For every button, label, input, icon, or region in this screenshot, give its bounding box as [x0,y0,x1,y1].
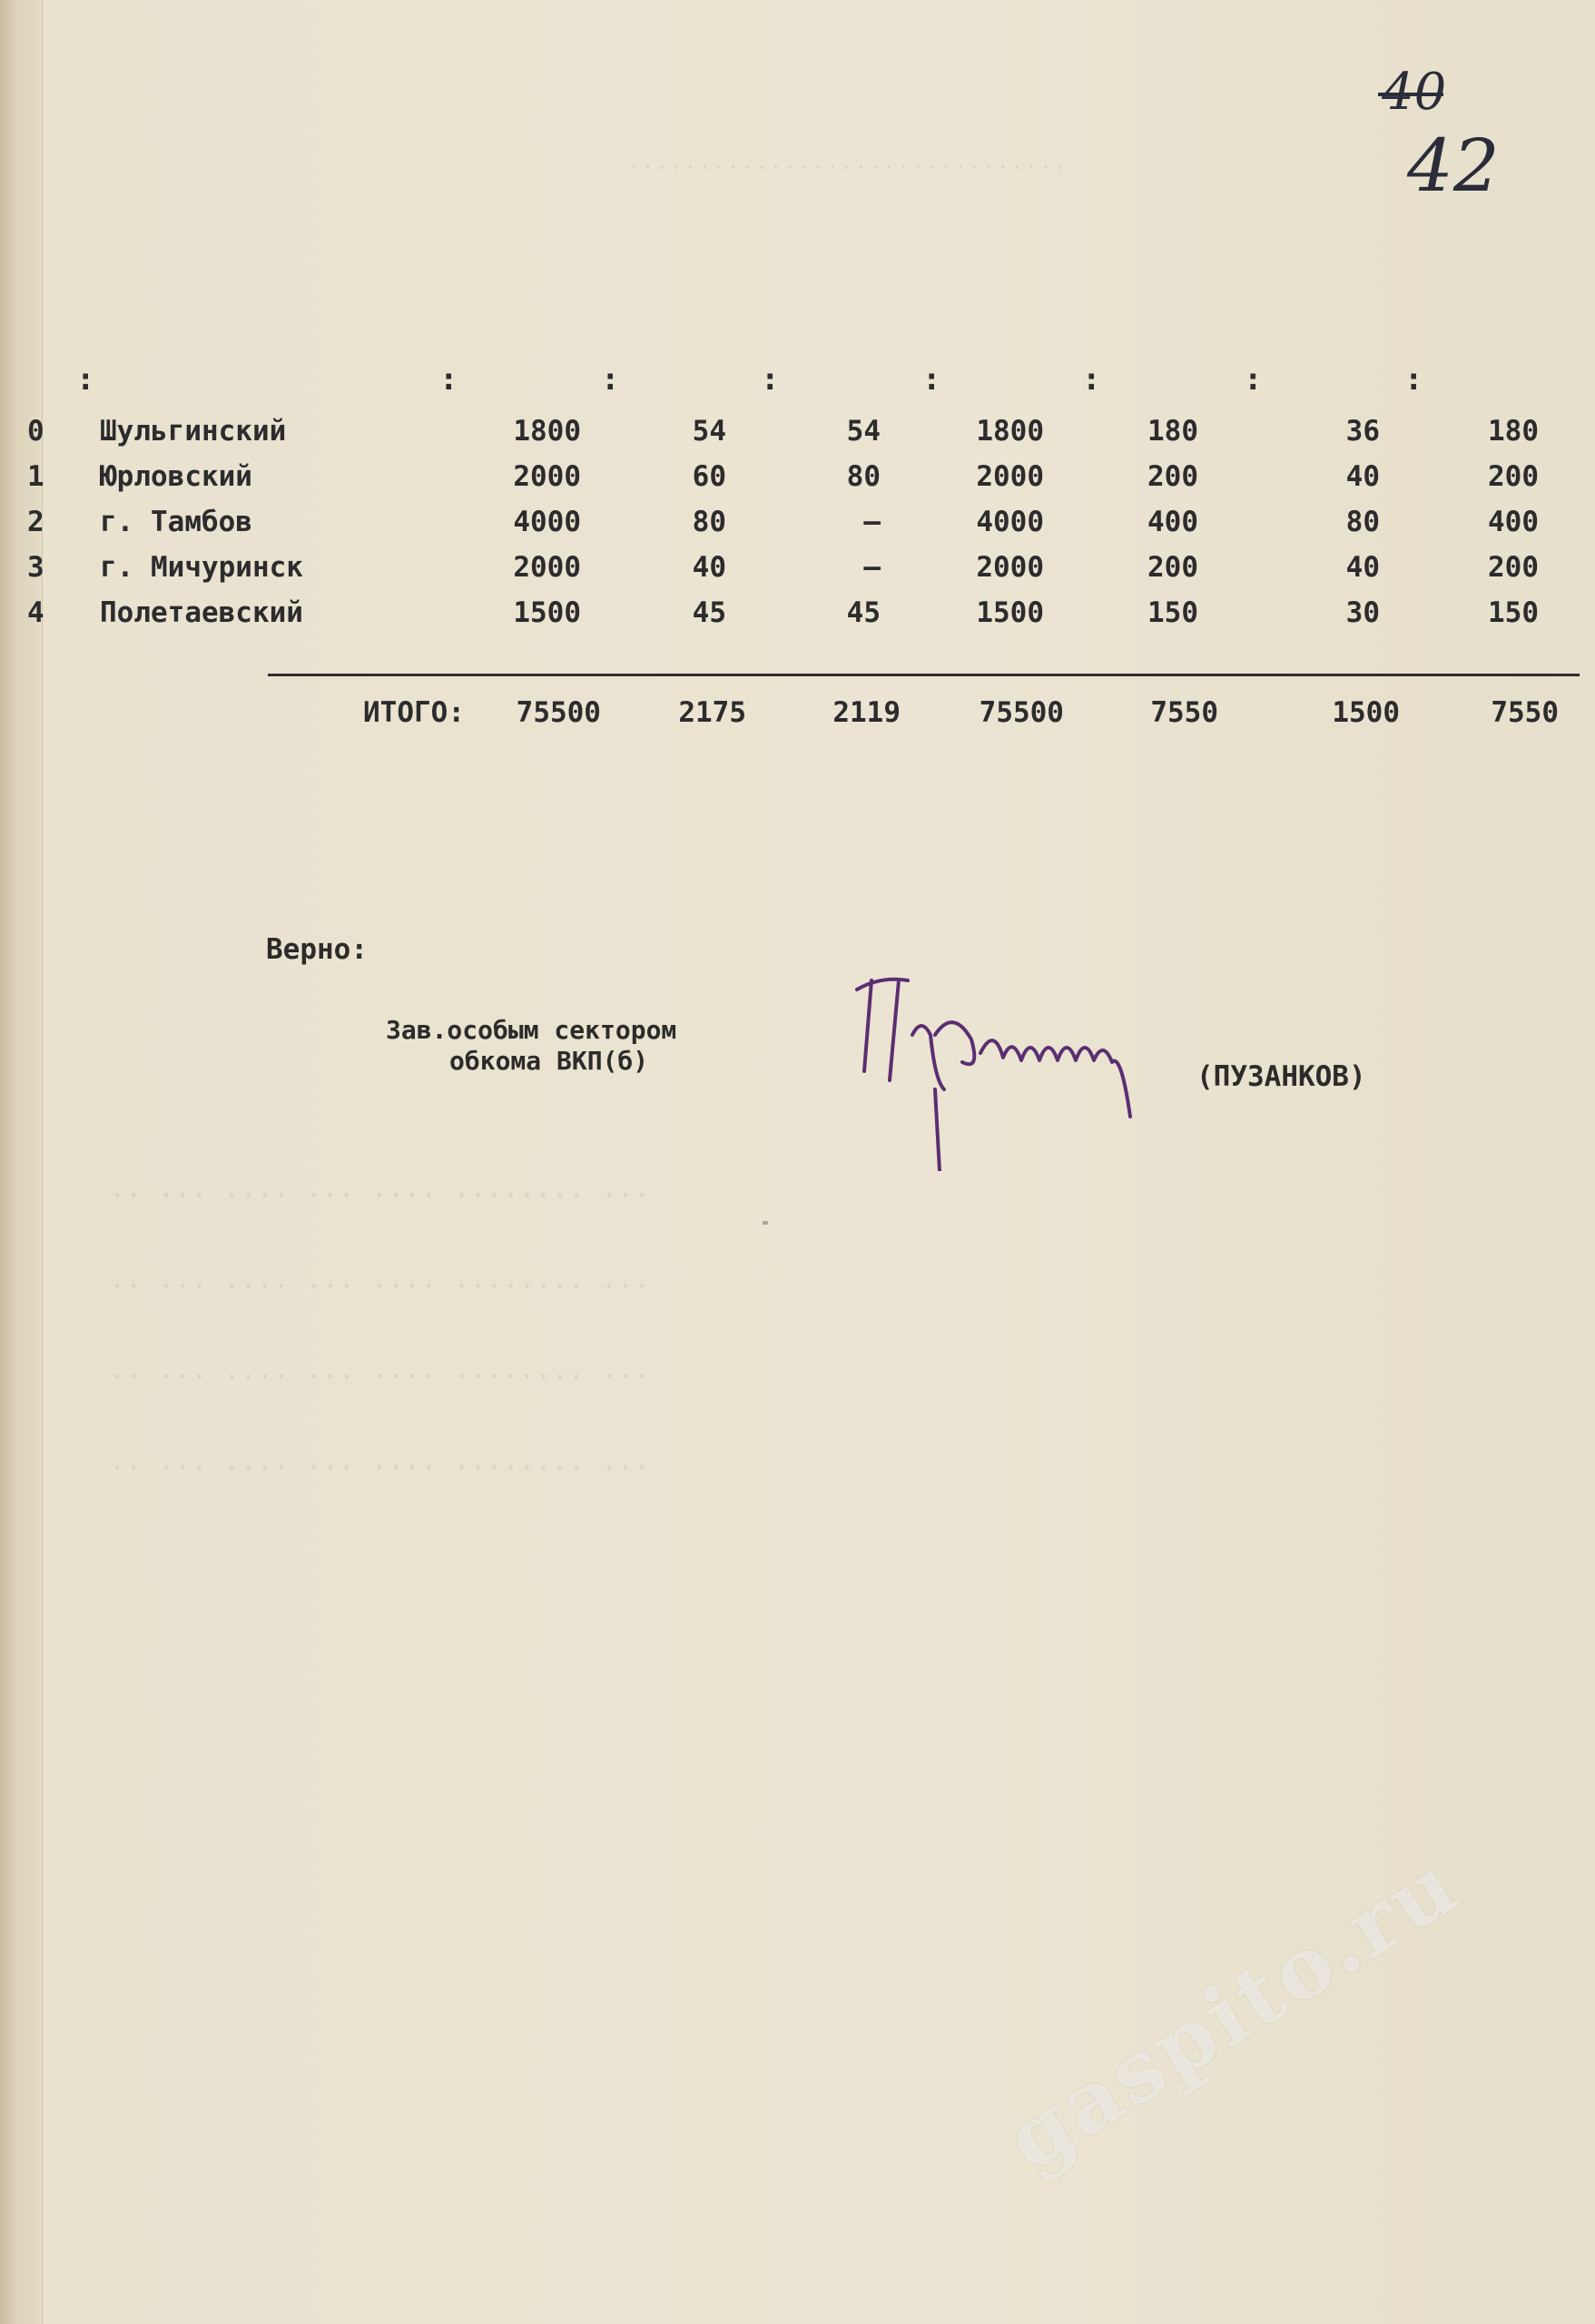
column-separator: : [439,361,458,398]
value-cell: 2000 [976,551,1044,584]
value-cell: 54 [846,415,881,448]
value-cell: 40 [1345,551,1380,584]
value-cell: 200 [1147,551,1198,584]
column-separator: : [76,361,95,398]
value-cell: 36 [1345,415,1380,448]
total-cell: 75500 [979,696,1064,729]
totals-label: ИТОГО: [363,696,465,729]
struck-page-number: 40 [1382,63,1447,122]
total-cell: 7550 [1491,696,1559,729]
bleed-through-text: ··· ········ ···· ··· ···· ··· ·· [109,1180,651,1212]
column-separators [0,361,1595,398]
value-cell: 400 [1147,506,1198,538]
value-cell: 180 [1147,415,1198,448]
table-row [27,545,1539,590]
value-cell: 200 [1147,460,1198,493]
certification-label: Верно: [266,933,368,966]
value-cell: 200 [1488,460,1539,493]
value-cell: 4000 [513,506,581,538]
bleed-through-text: ··· ········ ···· ··· ···· ··· ·· [109,1271,651,1303]
bleed-through-text: ··· ········ ···· ··· ···· ··· ·· [109,1362,651,1393]
total-cell: 2175 [678,696,746,729]
value-cell: 1500 [513,596,581,629]
column-separator: : [922,361,941,398]
district-name: Шульгинский [100,415,287,448]
handwritten-signature [844,953,1189,1171]
column-separator: : [761,361,780,398]
table-row [27,499,1539,545]
archive-watermark: gaspito.ru [989,1834,1477,2190]
value-cell: 60 [692,460,726,493]
value-cell: 1800 [976,415,1044,448]
row-index: 3 [27,551,44,584]
value-cell: 2000 [513,551,581,584]
table-row [27,590,1539,635]
district-name: Юрловский [100,460,252,493]
row-index: 2 [27,506,44,538]
table-row [27,409,1539,454]
total-cell: 1500 [1332,696,1400,729]
totals-divider [268,674,1580,676]
column-separator: : [1404,361,1423,398]
value-cell: 30 [1345,596,1380,629]
value-cell: 150 [1488,596,1539,629]
total-cell: 7550 [1150,696,1218,729]
value-cell: 1500 [976,596,1044,629]
bleed-through-text: ··· ········ ···· ··· ···· ··· ·· [109,1452,651,1484]
district-name: г. Тамбов [100,506,252,538]
district-name: Полетаевский [100,596,303,629]
value-cell: 45 [692,596,726,629]
value-cell: 150 [1147,596,1198,629]
column-separator: : [1244,361,1263,398]
totals-table [27,690,1559,735]
page-number-mark [1371,54,1516,209]
value-cell: 2000 [513,460,581,493]
total-cell: 75500 [516,696,601,729]
value-cell: 400 [1488,506,1539,538]
bleed-through-text: ······························· [626,154,1068,182]
signer-position [386,1015,676,1077]
value-cell: 1800 [513,415,581,448]
page-number: 42 [1407,123,1500,208]
value-cell: 2000 [976,460,1044,493]
value-cell: 80 [846,460,881,493]
value-cell: 40 [1345,460,1380,493]
totals-row [27,690,1559,735]
paper-speck [763,1221,768,1225]
total-cell: 2119 [832,696,901,729]
row-index: 4 [27,596,44,629]
row-index: 1 [27,460,44,493]
value-cell: – [863,551,881,584]
value-cell: 54 [692,415,726,448]
value-cell: 80 [692,506,726,538]
column-separator: : [601,361,620,398]
signer-name: (ПУЗАНКОВ) [1196,1060,1366,1093]
value-cell: 80 [1345,506,1380,538]
row-index: 0 [27,415,44,448]
position-line: обкома ВКП(б) [449,1046,649,1076]
district-table [27,409,1539,635]
value-cell: 45 [846,596,881,629]
district-name: г. Мичуринск [100,551,303,584]
column-separator: : [1082,361,1101,398]
value-cell: 40 [692,551,726,584]
position-line: Зав.особым сектором [386,1015,677,1045]
value-cell: 200 [1488,551,1539,584]
value-cell: – [863,506,881,538]
binding-edge [0,0,43,2324]
table-row [27,454,1539,499]
value-cell: 180 [1488,415,1539,448]
value-cell: 4000 [976,506,1044,538]
